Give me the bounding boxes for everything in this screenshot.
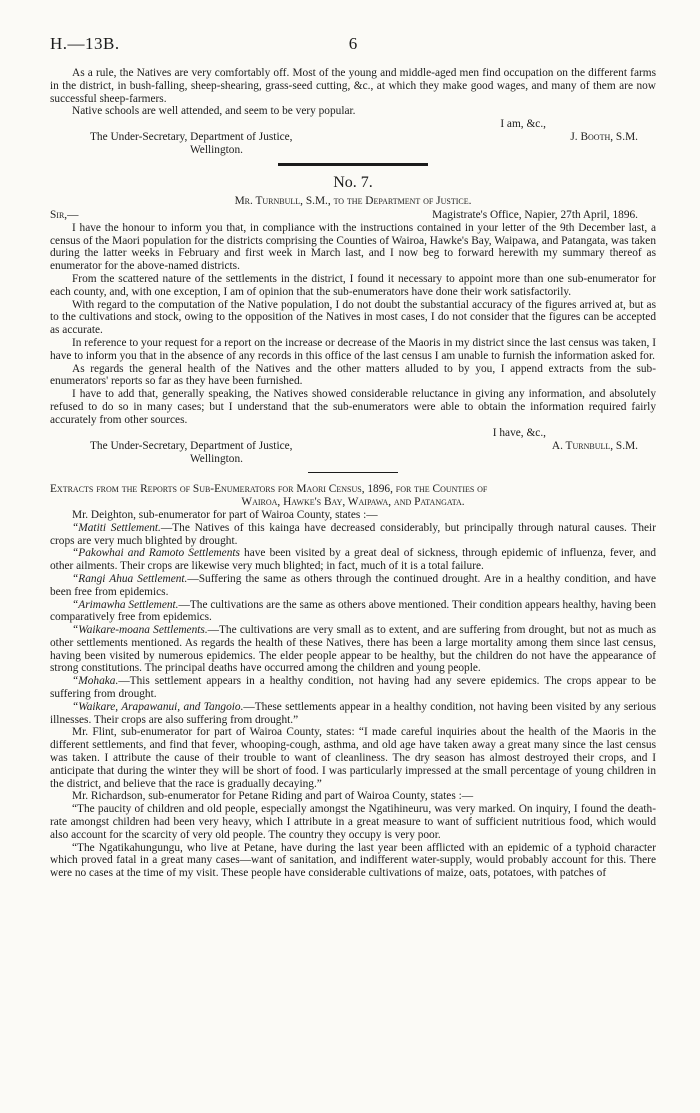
settlement-item (50, 701, 656, 727)
settlement-item (50, 599, 656, 625)
closing-phrase: I am, &c., (500, 118, 546, 131)
settlement-name: “Mohaka. (72, 675, 119, 688)
section-divider (278, 163, 428, 166)
paragraph: Mr. Deighton, sub-enumerator for part of Wairoa County, states :— (72, 508, 378, 521)
letter-paragraph: As regards the general health of the Natives and the other matters alluded to by you, I append extracts from the sub-enumerators' reports so far as they have been furnished. (50, 362, 656, 388)
addressee-city: Wellington. (190, 144, 243, 157)
signatory: J. Booth, S.M. (570, 131, 638, 144)
settlement-name: “Waikare, Arapawanui, and Tangoio. (72, 700, 244, 713)
paragraph: Mr. Flint, sub-enumerator for part of Wairoa County, states: “I made careful inquiries about the health of the Maoris in the different settlements, and find that fever, whooping-cough, asthma, and old age have taken away a great many since the last census was taken. I attribute the cause of their trouble to want of cleanliness. The dry season has almost destroyed their crops, and I anticipate that during the winter they will be short of food. I was particularly impressed at the small percentage of young children in the district, and believe that the race is gradually decaying.” (50, 726, 656, 790)
signature-block (50, 427, 656, 440)
paragraph: “The Ngatikahungungu, who live at Petane, have during the last year been afflicted with an epidemic of a typhoid character which proved fatal in a great many cases—want of sanitation, and indifferent water-supply, would probably account for this. There were no cases at the time of my visit. These people have considerable cultivations of maize, oats, potatoes, with patches of (50, 841, 656, 880)
document-reference: H.—13B. (50, 34, 120, 53)
section-number: No. 7. (333, 173, 373, 191)
salutation-line (50, 209, 656, 222)
signature-line (50, 440, 656, 453)
page-number: 6 (348, 34, 358, 53)
extracts-heading (50, 483, 656, 509)
settlement-text: —Suffering the same as others through the continued drought. Are in a healthy condition, and have been free from epidemics. (50, 572, 656, 598)
settlement-text: have been visited by a great deal of sickness, through epidemic of influenza, fever, and other ailments. Their crops are likewise very much blighted; in fact, much of it is a total failure. (50, 547, 656, 573)
salutation: Sir,— (50, 208, 79, 221)
settlement-text: —The Natives of this kainga have decreased considerably, but principally through natural causes. Their crops are very much blighted by drought. (50, 521, 656, 547)
letter-from-line: Mr. Turnbull, S.M., to the Department of Justice. (234, 194, 472, 207)
letter-paragraph: In reference to your request for a report on the increase or decrease of the Maoris in my district since the last census was taken, I have to inform you that in the absence of any records in this office of the last census I am unable to furnish the information asked for. (50, 336, 656, 362)
paragraph: As a rule, the Natives are very comfortably off. Most of the young and middle-aged men find occupation on the different farms in the district, in bush-falling, sheep-shearing, grass-seed cutting, &c., at which they make good wages, and many of them are now successful sheep-farmers. (50, 67, 656, 105)
extracts-heading-line: Wairoa, Hawke's Bay, Waipawa, and Patangata. (241, 496, 465, 509)
settlement-name: “Matiti Settlement. (72, 521, 161, 534)
extracts-heading-line: Extracts from the Reports of Sub-Enumerators for Maori Census, 1896, for the Counties of (50, 483, 488, 496)
settlement-text: —The cultivations are the same as others above mentioned. Their condition appears healthy, having been comparatively free from epidemics. (50, 598, 656, 624)
addressee: The Under-Secretary, Department of Justice, (90, 439, 293, 452)
settlement-name: “Arimawha Settlement. (72, 598, 179, 611)
settlement-item (50, 624, 656, 675)
page-header (50, 34, 656, 54)
closing-phrase: I have, &c., (492, 426, 546, 439)
signature-block (50, 118, 656, 131)
settlement-name: “Pakowhai and Ramoto Settlements (72, 547, 240, 560)
addressee: The Under-Secretary, Department of Justice, (90, 131, 293, 144)
paragraph: Native schools are well attended, and seem to be very popular. (72, 105, 356, 118)
paragraph: “The paucity of children and old people, especially amongst the Ngatihineuru, was very marked. On inquiry, I found the death-rate amongst children had been very heavy, which I attribute in a great measure to want of sufficient nutritious food, which would also account for the scarcity of very old people. The country they occupy is very poor. (50, 803, 656, 841)
settlement-item (50, 547, 656, 573)
settlement-text: —The cultivations are very small as to extent, and are suffering from drought, but not as much as other settlements mentioned. As regards the health of these Natives, there has been a large mortality among them since last census, having been visited by numerous epidemics. The elder people appear to be healthy, but the children do not have the appearance of strong constitutions. The principal deaths have occurred among the children and young people. (50, 624, 656, 675)
letter-paragraph: I have to add that, generally speaking, the Natives showed considerable reluctance in giving any information, and absolutely refused to do so in many cases; but I understand that the sub-enumerators were able to obtain the information required fairly accurately from other sources. (50, 388, 656, 426)
signature-line (50, 131, 656, 144)
settlement-text: —This settlement appears in a healthy condition, not having had any severe epidemics. The crops appear to be suffering from drought. (50, 675, 656, 701)
paragraph: Mr. Richardson, sub-enumerator for Petane Riding and part of Wairoa County, states :— (72, 790, 474, 803)
settlement-name: “Rangi Ahua Settlement. (72, 572, 188, 585)
section-divider (308, 472, 398, 473)
settlement-item (50, 573, 656, 599)
settlement-item (50, 675, 656, 701)
settlement-text: —These settlements appear in a healthy condition, not having been visited by any serious illnesses. Their crops are also suffering from drought.” (50, 700, 656, 726)
addressee-city: Wellington. (190, 452, 243, 465)
letter-paragraph: From the scattered nature of the settlements in the district, I found it necessary to appoint more than one sub-enumerator for each county, and, with one exception, I am of opinion that the sub-enumerators have done their work satisfactorily. (50, 272, 656, 298)
document-body (50, 67, 656, 880)
letter-paragraph: With regard to the computation of the Native population, I do not doubt the substantial accuracy of the figures arrived at, but as to the cultivations and stock, owing to the opposition of the Natives in most cases, I do not consider that the figures can be accepted as accurate. (50, 298, 656, 337)
settlement-name: “Waikare-moana Settlements. (72, 624, 208, 637)
dateline: Magistrate's Office, Napier, 27th April, 1896. (432, 208, 638, 221)
letter-paragraph: I have the honour to inform you that, in compliance with the instructions contained in your letter of the 9th December last, a census of the Maori population for the districts comprising the Counties of Wairoa, Hawke's Bay, Waipawa, and Patangata, was taken during the latter weeks in February and first week in March last, and I now beg to forward herewith my summary thereof as enumerator for the above-named districts. (50, 221, 656, 273)
signatory: A. Turnbull, S.M. (551, 439, 638, 452)
settlement-item (50, 522, 656, 548)
